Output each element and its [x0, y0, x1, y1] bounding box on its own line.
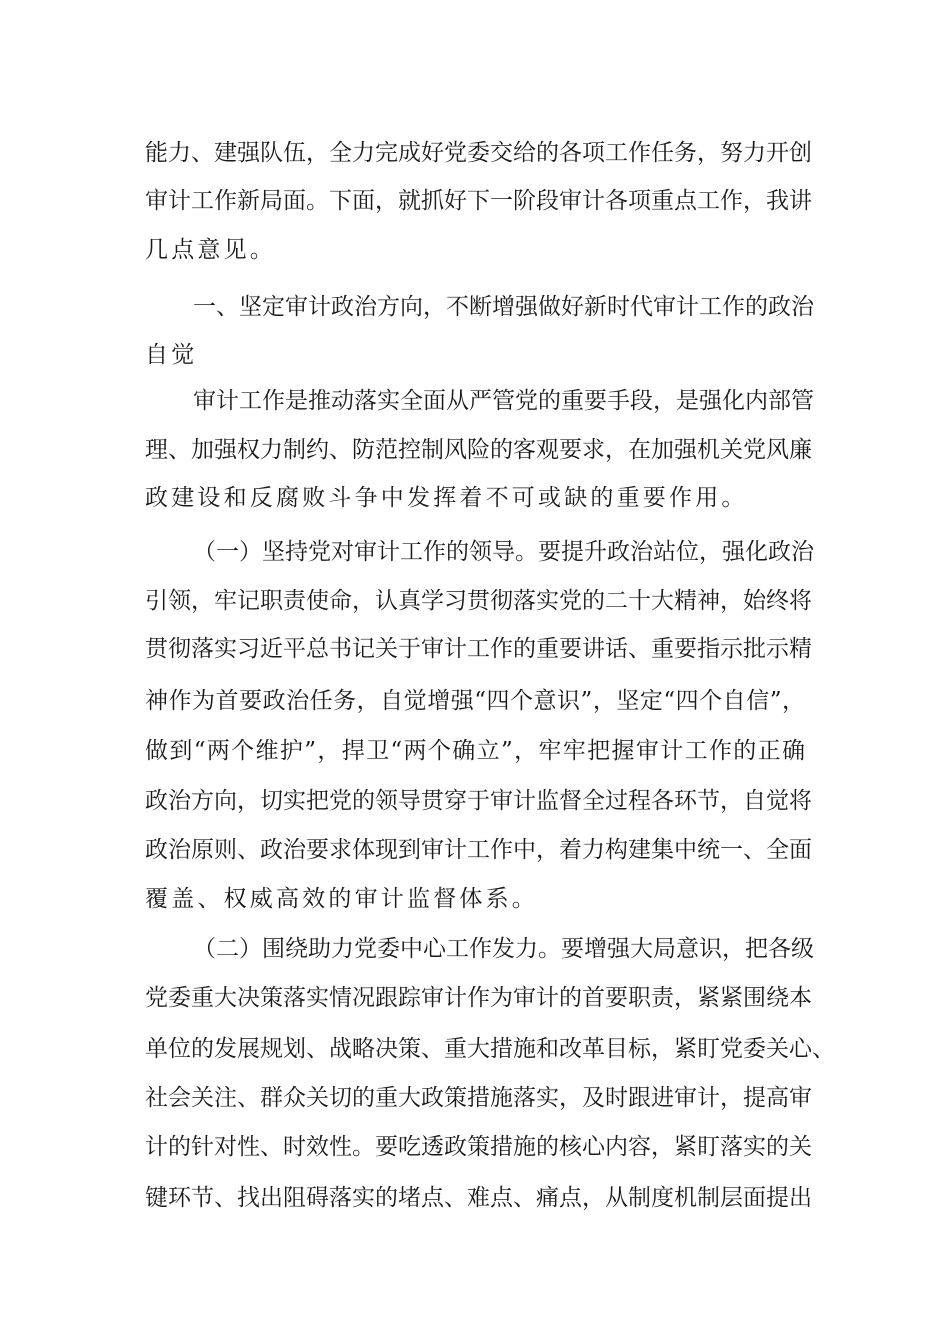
text-line: 神作为首要政治任务，自觉增强“四个意识”，坚定“四个自信”， — [145, 688, 805, 714]
text-line: 单位的发展规划、战略决策、重大措施和改革目标，紧盯党委关心、 — [145, 1036, 835, 1062]
text-line: 理、加强权力制约、防范控制风险的客观要求，在加强机关党风廉 — [145, 437, 812, 463]
text-line: 覆盖、权威高效的审计监督体系。 — [145, 886, 538, 912]
text-line: 审计工作新局面。下面，就抓好下一阶段审计各项重点工作，我讲 — [145, 188, 812, 214]
text-line: 几点意见。 — [145, 237, 276, 263]
subsection-line: （二）围绕助力党委中心工作发力。要增强大局意识，把各级 — [193, 936, 814, 962]
text-line: 政建设和反腐败斗争中发挥着不可或缺的重要作用。 — [145, 485, 748, 511]
text-line: 引领，牢记职责使命，认真学习贯彻落实党的二十大精神，始终将 — [145, 588, 812, 614]
text-line: 贯彻落实习近平总书记关于审计工作的重要讲话、重要指示批示精 — [145, 636, 812, 662]
text-line: 政治方向，切实把党的领导贯穿于审计监督全过程各环节，自觉将 — [145, 788, 812, 814]
text-line: 能力、建强队伍，全力完成好党委交给的各项工作任务，努力开创 — [145, 140, 812, 166]
text-line: 做到“两个维护”，捍卫“两个确立”，牢牢把握审计工作的正确 — [145, 738, 805, 764]
text-line: 社会关注、群众关切的重大政策措施落实，及时跟进审计，提高审 — [145, 1085, 812, 1111]
section-heading: 一、坚定审计政治方向，不断增强做好新时代审计工作的政治 — [193, 294, 814, 320]
text-line: 键环节、找出阻碍落实的堵点、难点、痛点，从制度机制层面提出 — [145, 1185, 812, 1211]
subsection-line: （一）坚持党对审计工作的领导。要提升政治站位，强化政治 — [193, 539, 814, 565]
text-line: 计的针对性、时效性。要吃透政策措施的核心内容，紧盯落实的关 — [145, 1134, 812, 1160]
section-heading-continuation: 自觉 — [145, 342, 198, 368]
text-line: 政治原则、政治要求体现到审计工作中，着力构建集中统一、全面 — [145, 837, 812, 863]
text-line: 审计工作是推动落实全面从严管党的重要手段，是强化内部管 — [193, 388, 814, 414]
text-line: 党委重大决策落实情况跟踪审计作为审计的首要职责，紧紧围绕本 — [145, 985, 812, 1011]
